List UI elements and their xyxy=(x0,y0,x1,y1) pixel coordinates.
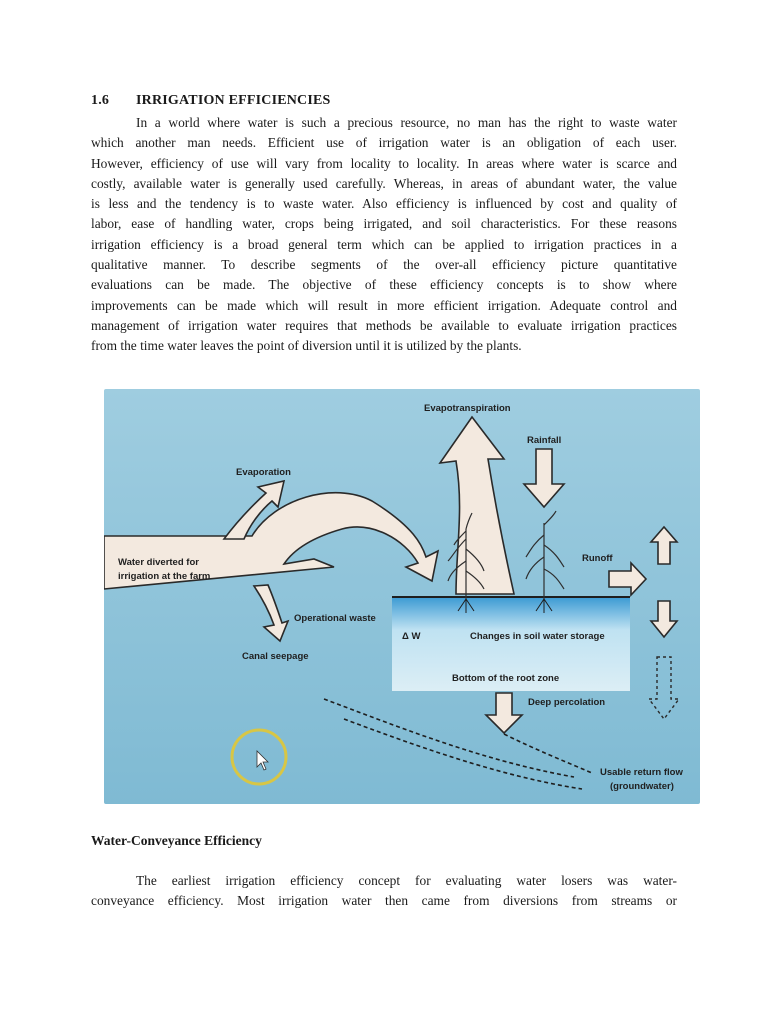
label-return-flow-line2: (groundwater) xyxy=(610,781,674,792)
label-rainfall: Rainfall xyxy=(527,435,562,446)
paragraph-line: labor, ease of handling water, crops being irrigated, and soil characteristics. For these reasons xyxy=(91,216,677,232)
label-evapotranspiration: Evapotranspiration xyxy=(424,403,511,414)
paragraph-line: is less and the tendency is to waste water. Also efficiency is influenced by cost and quality of xyxy=(91,196,677,212)
paragraph-line: conveyance efficiency. Most irrigation water then came from diversions from streams or xyxy=(91,893,677,909)
paragraph-line: from the time water leaves the point of diversion until it is utilized by the plants. xyxy=(91,338,522,354)
label-delta-w: Δ W xyxy=(402,631,421,642)
paragraph-line: costly, available water is generally used carefully. Whereas, in areas of abundant water, the value xyxy=(91,175,677,191)
section-heading xyxy=(91,93,331,109)
paragraph-line: qualitative manner. To describe segments of the over-all efficiency picture quantitative xyxy=(91,257,677,273)
label-evaporation: Evaporation xyxy=(236,467,291,478)
paragraph-line: irrigation efficiency is a broad general term which can be applied to irrigation practices in a xyxy=(91,236,677,252)
conveyance-paragraph xyxy=(91,871,677,912)
paragraph-line: evaluations can be made. The objective of these efficiency concepts is to show where xyxy=(91,277,677,293)
paragraph-line: In a world where water is such a precious resource, no man has the right to waste water xyxy=(136,115,677,130)
label-canal-seepage: Canal seepage xyxy=(242,651,309,662)
label-operational-waste: Operational waste xyxy=(294,613,376,624)
paragraph-line: which another man needs. Efficient use of irrigation water is an obligation of each user. xyxy=(91,135,677,151)
section-title: IRRIGATION EFFICIENCIES xyxy=(136,93,331,108)
paragraph-line: management of irrigation water requires that methods be available to evaluate irrigation practices xyxy=(91,317,677,333)
label-water-diverted-line1: Water diverted for xyxy=(118,557,199,568)
label-soil-water-storage: Changes in soil water storage xyxy=(470,631,605,642)
label-return-flow-line1: Usable return flow xyxy=(600,767,683,778)
paragraph-line: However, efficiency of use will vary from locality to locality. In areas where water is scarce and xyxy=(91,155,677,171)
paragraph-line: The earliest irrigation efficiency concept for evaluating water losers was water- xyxy=(136,873,677,888)
label-root-zone: Bottom of the root zone xyxy=(452,673,560,684)
section-number: 1.6 xyxy=(91,93,110,108)
label-runoff: Runoff xyxy=(582,553,613,564)
irrigation-diagram xyxy=(104,389,700,804)
paragraph-line: improvements can be made which will result in more efficient irrigation. Adequate control and xyxy=(91,297,677,313)
label-water-diverted-line2: irrigation at the farm xyxy=(118,571,211,582)
subsection-title: Water-Conveyance Efficiency xyxy=(91,833,262,848)
intro-paragraph xyxy=(91,113,677,357)
label-deep-percolation: Deep percolation xyxy=(528,697,606,708)
